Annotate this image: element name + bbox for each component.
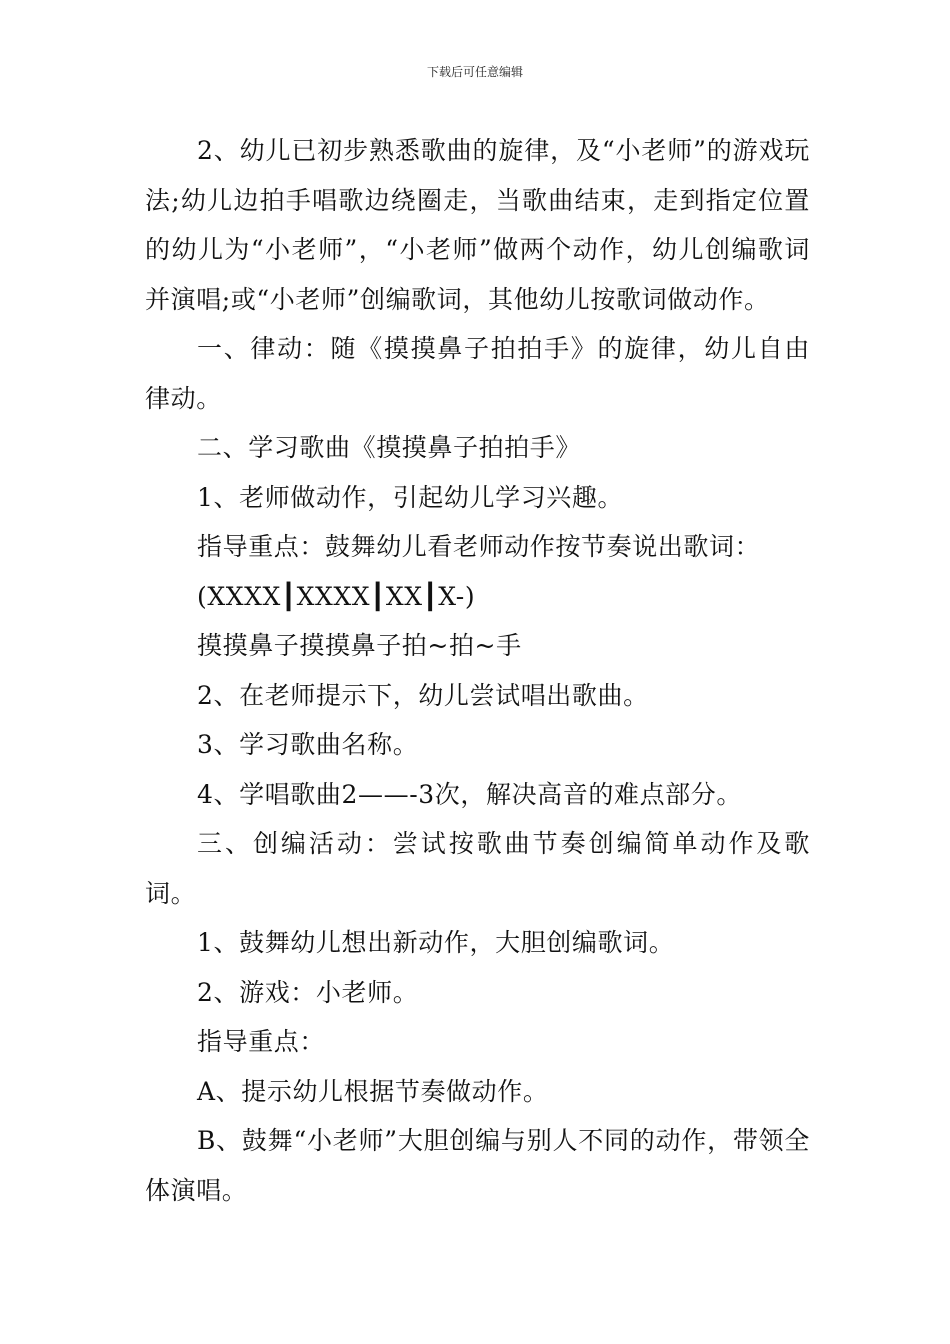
paragraph: 2、幼儿已初步熟悉歌曲的旋律，及“小老师”的游戏玩法;幼儿边拍手唱歌边绕圈走，当歌曲结束，走到指定位置的幼儿为“小老师”，“小老师”做两个动作，幼儿创编歌词并演唱;或“小老师”创编歌词，其他幼儿按歌词做动作。 [145, 136, 810, 314]
paragraph: 二、学习歌曲《摸摸鼻子拍拍手》 [197, 433, 582, 462]
paragraph: 摸摸鼻子摸摸鼻子拍~拍~手 [197, 631, 522, 660]
paragraph: 4、学唱歌曲2——-3次，解决高音的难点部分。 [197, 779, 742, 809]
paragraph: 指导重点：鼓舞幼儿看老师动作按节奏说出歌词： [197, 532, 761, 561]
paragraph: 一、律动：随《摸摸鼻子拍拍手》的旋律，幼儿自由律动。 [145, 334, 810, 413]
paragraph: 指导重点： [197, 1027, 326, 1056]
paragraph: 2、在老师提示下，幼儿尝试唱出歌曲。 [197, 680, 649, 710]
paragraph: 三、创编活动：尝试按歌曲节奏创编简单动作及歌词。 [145, 829, 810, 908]
paragraph: (XXXX┃XXXX┃XX┃X-) [197, 581, 476, 611]
document-body [145, 126, 810, 1215]
paragraph: 3、学习歌曲名称。 [197, 730, 419, 759]
paragraph: 1、鼓舞幼儿想出新动作，大胆创编歌词。 [197, 928, 675, 957]
paragraph: A、提示幼儿根据节奏做动作。 [197, 1076, 549, 1106]
page-header: 下载后可任意编辑 [426, 65, 523, 79]
paragraph: 1、老师做动作，引起幼儿学习兴趣。 [197, 482, 624, 512]
paragraph: 2、游戏：小老师。 [197, 977, 419, 1007]
paragraph: B、鼓舞“小老师”大胆创编与别人不同的动作，带领全体演唱。 [145, 1126, 810, 1205]
